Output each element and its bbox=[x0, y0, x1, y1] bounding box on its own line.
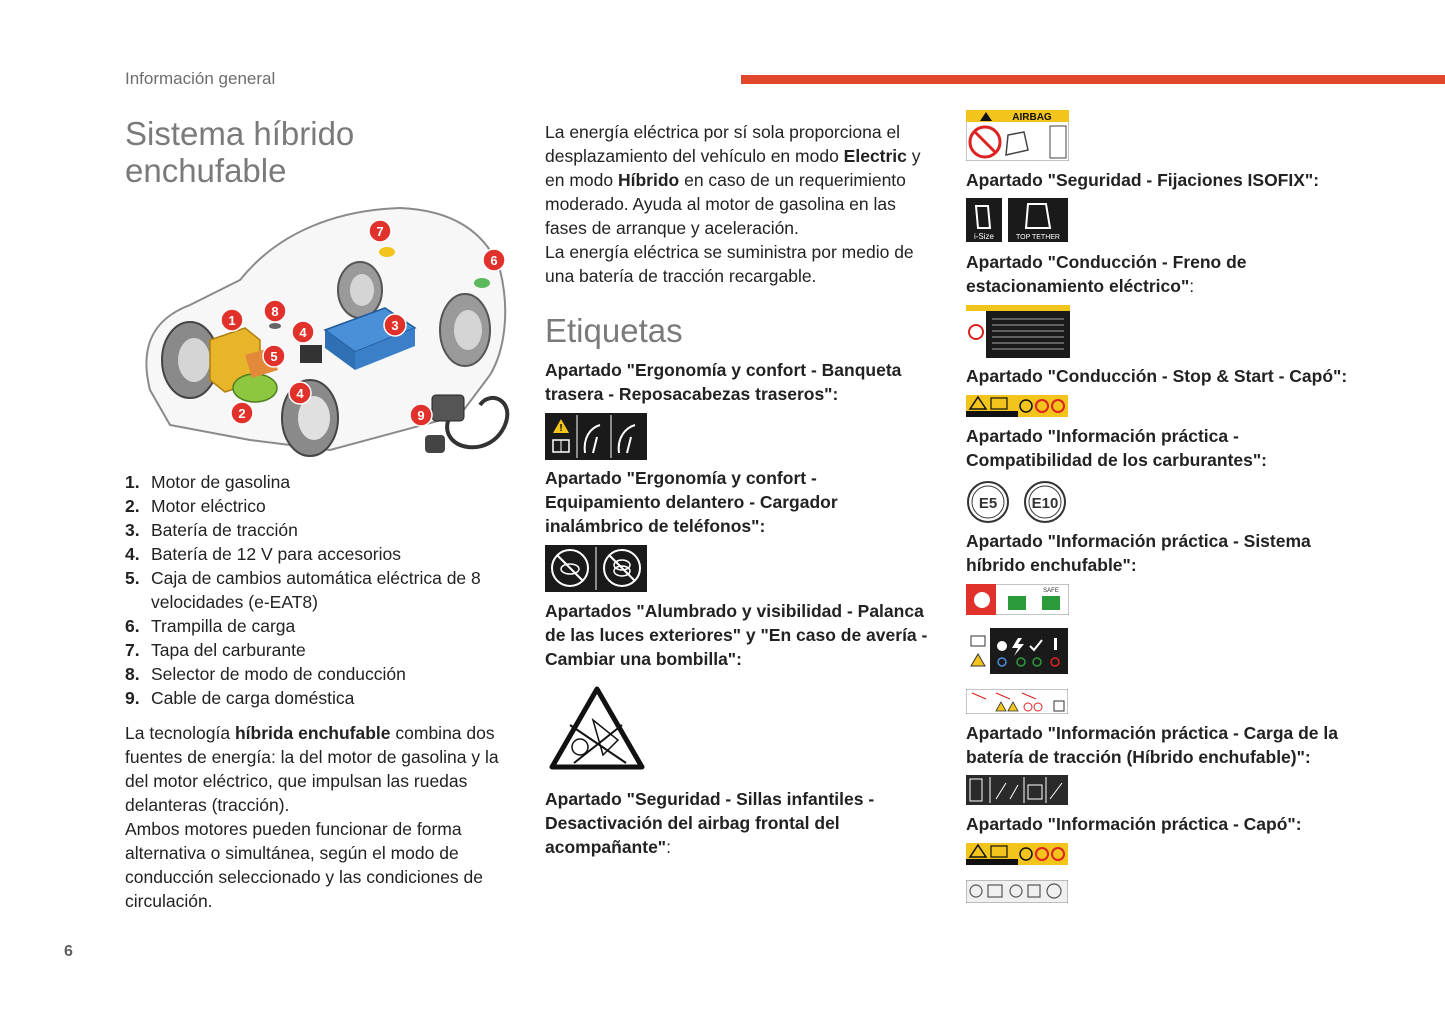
page-title: Sistema híbrido enchufable bbox=[125, 115, 355, 189]
label-heading-lighting: Apartados "Alumbrado y visibilidad - Palanca de las luces exteriores" y "En caso de avería - Cambiar una bombilla": bbox=[545, 601, 928, 669]
isize-tag-text: i-Size bbox=[973, 232, 995, 241]
list-item: 7. Tapa del carburante bbox=[125, 640, 306, 660]
middle-paragraph-2: La energía eléctrica se suministra por medio de una batería de tracción recargable. bbox=[545, 242, 914, 286]
callout-2-label: 2 bbox=[238, 406, 246, 421]
stop-start-label bbox=[966, 395, 1068, 417]
callout-7-label: 7 bbox=[376, 224, 384, 239]
hybrid-status-label bbox=[966, 628, 1068, 674]
hybrid-system-label bbox=[966, 584, 1069, 615]
callout-5-label: 5 bbox=[270, 349, 278, 364]
list-item: 9. Cable de carga doméstica bbox=[125, 688, 355, 708]
fuel-e10-text: E10 bbox=[1031, 495, 1059, 512]
labels-section-title: Etiquetas bbox=[545, 312, 683, 349]
callout-6-label: 6 bbox=[490, 253, 498, 268]
label-heading-rear-bench: Apartado "Ergonomía y confort - Banqueta trasera - Reposacabezas traseros": bbox=[545, 360, 902, 404]
callout-3-label: 3 bbox=[391, 318, 399, 333]
svg-text:!: ! bbox=[559, 423, 563, 434]
lamp-hot-warning-label bbox=[548, 685, 646, 773]
label-heading-wireless-charger: Apartado "Ergonomía y confort - Equipamiento delantero - Cargador inalámbrico de teléfonos": bbox=[545, 468, 838, 536]
callout-8-label: 8 bbox=[271, 304, 279, 319]
hybrid-car-diagram bbox=[130, 200, 520, 465]
list-item: 8. Selector de modo de conducción bbox=[125, 664, 406, 684]
label-heading-hybrid-system: Apartado "Información práctica - Sistema híbrido enchufable": bbox=[966, 531, 1311, 575]
list-item: 5. Caja de cambios automática eléctrica de 8 velocidades (e-EAT8) bbox=[125, 568, 481, 612]
middle-paragraph-1: La energía eléctrica por sí sola proporciona el desplazamiento del vehículo en modo Electric y en modo Híbrido en caso de un requerimiento moderado. Ayuda al motor de gasolina en las fases de arranque y aceleración. bbox=[545, 122, 921, 238]
hybrid-warning-strip-label bbox=[966, 689, 1068, 714]
fuel-compatibility-labels bbox=[966, 480, 1070, 524]
page-number: 6 bbox=[64, 943, 73, 960]
battery-charging-label bbox=[966, 775, 1068, 805]
fuel-e5-text: E5 bbox=[978, 495, 998, 512]
callout-4b-label: 4 bbox=[296, 386, 304, 401]
top-tether-tag-text: TOP TETHER bbox=[1016, 234, 1060, 241]
wireless-charger-warning-label bbox=[545, 545, 647, 592]
label-heading-stop-start: Apartado "Conducción - Stop & Start - Capó": bbox=[966, 366, 1348, 386]
isofix-labels bbox=[966, 198, 1068, 242]
hood-stop-start-label bbox=[966, 843, 1068, 865]
airbag-tag-text: AIRBAG bbox=[1012, 112, 1052, 123]
list-item: 6. Trampilla de carga bbox=[125, 616, 296, 636]
list-item: 1. Motor de gasolina bbox=[125, 472, 291, 492]
section-header-label: Información general bbox=[125, 69, 276, 88]
list-item: 4. Batería de 12 V para accesorios bbox=[125, 544, 402, 564]
parts-list bbox=[125, 470, 505, 710]
safe-tag-text: SAFE bbox=[1043, 588, 1059, 594]
label-heading-battery-charging: Apartado "Información práctica - Carga de la batería de tracción (Híbrido enchufable)": bbox=[966, 723, 1338, 767]
label-heading-parking-brake: Apartado "Conducción - Freno de estacionamiento eléctrico": bbox=[966, 252, 1247, 296]
list-item: 3. Batería de tracción bbox=[125, 520, 298, 540]
label-heading-isofix: Apartado "Seguridad - Fijaciones ISOFIX": bbox=[966, 170, 1320, 190]
intro-paragraph-1: La tecnología híbrida enchufable combina dos fuentes de energía: la del motor de gasolina y la del motor eléctrico, que impulsan las ruedas delanteras (tracción). bbox=[125, 723, 499, 815]
hood-warning-strip-label bbox=[966, 880, 1068, 903]
label-heading-airbag-deactivation: Apartado "Seguridad - Sillas infantiles - Desactivación del airbag frontal del acompañante": bbox=[545, 789, 875, 857]
callout-1-label: 1 bbox=[228, 313, 236, 328]
headrest-warning-label bbox=[545, 413, 647, 460]
label-heading-fuel-compat: Apartado "Información práctica - Compatibilidad de los carburantes": bbox=[966, 426, 1267, 470]
parking-brake-label bbox=[966, 305, 1070, 358]
callout-4a-label: 4 bbox=[299, 325, 307, 340]
intro-paragraph-2: Ambos motores pueden funcionar de forma alternativa o simultánea, según el modo de conducción seleccionado y las condiciones de circulación. bbox=[125, 819, 484, 911]
callout-9-label: 9 bbox=[417, 408, 425, 423]
airbag-warning-label bbox=[966, 110, 1069, 161]
intro-text bbox=[125, 721, 505, 913]
header-accent-bar bbox=[741, 75, 1445, 84]
list-item: 2. Motor eléctrico bbox=[125, 496, 266, 516]
electric-energy-text bbox=[545, 120, 930, 288]
label-heading-hood: Apartado "Información práctica - Capó": bbox=[966, 814, 1302, 834]
